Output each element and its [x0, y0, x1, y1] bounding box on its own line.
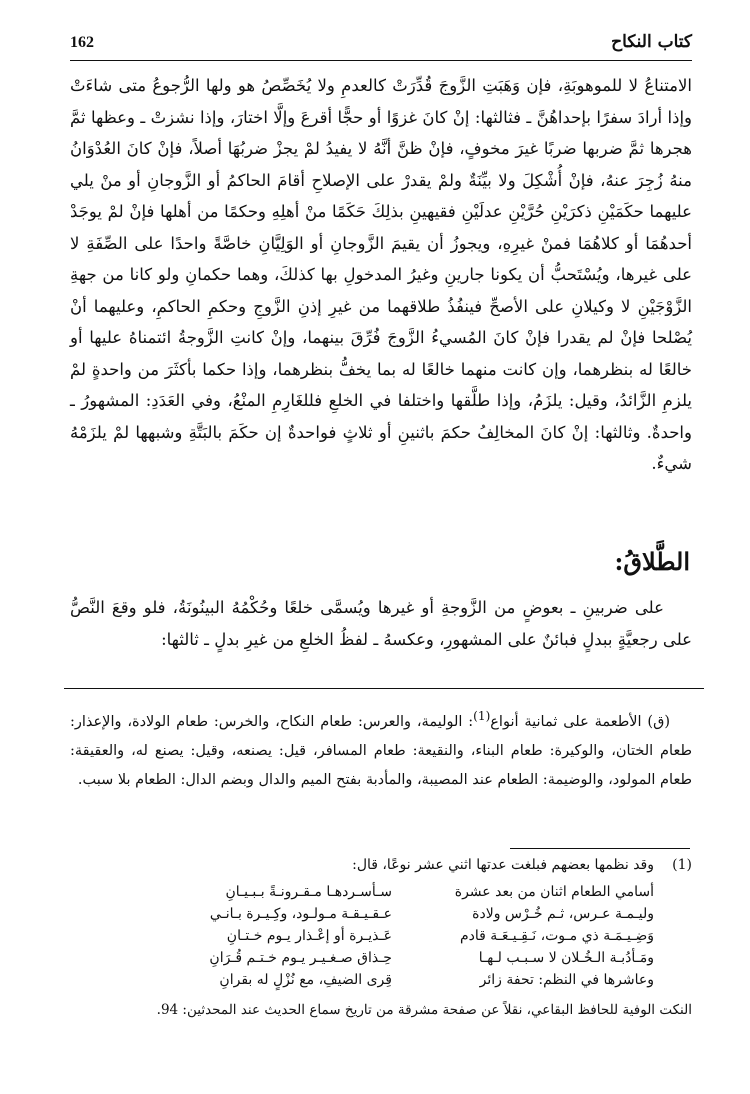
verse-second-half: عَـذيـرة أو إعْـذار يـوم خـتـانِ	[226, 928, 392, 944]
poem-verse	[134, 881, 654, 903]
poem-verse	[134, 925, 654, 947]
footnote-ref[interactable]: (1)	[473, 709, 491, 723]
footnote-number: (1)	[672, 857, 692, 873]
footnote-intro-text: وقد نظمها بعضهم فبلغت عدتها اثني عشر نوعًا، قال:	[352, 857, 654, 873]
verse-first-half: ومَـأدُبـة الـخُـلان لا سـبـب لـهـا	[478, 950, 654, 966]
footnote-intro	[70, 854, 692, 876]
verse-second-half: سـأسـردهـا مـقـرونـةً بـبـيـانِ	[225, 884, 392, 900]
footnote-divider	[510, 848, 690, 849]
verse-first-half: أسامي الطعام اثنان من بعد عشرة	[454, 884, 654, 900]
page-number: 162	[70, 34, 94, 51]
poem-verse	[134, 969, 654, 991]
poem-verse	[134, 947, 654, 969]
commentary-text: : الوليمة، والعرس: طعام النكاح، والخرس: طعام الولادة، والإعذار: طعام الختان، والوكيرة: طعام البناء، والنقيعة: طعام المسافر، قيل: يصنعه، وقيل: يصنع له، والعقيقة: طعام المولود، والوضيمة: الطعام عند المصيبة، والمأدبة بفتح الميم والدال وبضم الدال: الطعام بلا سبب.	[70, 713, 692, 788]
poem-verse	[134, 903, 654, 925]
verse-second-half: حِـذاق صـغـيـر يـوم خـتـم قُـرَانِ	[209, 950, 392, 966]
section-heading-talaq: الطَّلاقُ:	[614, 547, 690, 576]
verse-first-half: وليـمـة عـرس، ثـم خُـرْس ولادة	[472, 906, 654, 922]
verse-first-half: وَضِـيـمَـة ذي مـوت، نَـقِـيـعَـة قادم	[459, 928, 654, 944]
section-paragraph: على ضربينِ ـ بعوضٍ من الزَّوجةِ أو غيرها ويُسمَّى خلعًا وحُكْمُهُ البينُونَةُ، فلو وقعَ النَّصُّ على رجعيَّةٍ ببدلٍ فبائنٌ على المشهورِ، وعكسهُ ـ لفظُ الخلعِ من غيرِ بدلٍ ـ ثالثها:	[70, 598, 692, 649]
page-header	[70, 28, 692, 61]
main-divider	[64, 688, 704, 689]
section-text	[70, 592, 692, 655]
verse-second-half: عـقـيـقـة مـولـود، وكِـيـرة بـانـي	[209, 906, 392, 922]
commentary-prefix: (ق) الأطعمة على ثمانية أنواع	[490, 713, 670, 730]
commentary-note	[70, 702, 692, 795]
verse-first-half: وعاشرها في النظم: تحفة زائر	[479, 972, 654, 988]
main-text	[70, 70, 692, 480]
footnote-source: النكت الوفية للحافظ البقاعي، نقلاً عن صفحة مشرقة من تاريخ سماع الحديث عند المحدثين: 94.	[156, 1002, 692, 1018]
book-title: كتاب النكاح	[611, 32, 692, 52]
verse-second-half: قِرى الضيفِ، مع نُزْلٍ له بقرانِ	[219, 972, 392, 988]
footnote-poem	[134, 881, 654, 991]
main-paragraph: الامتناعُ لا للموهوبَةِ، فإن وَهَبَتِ الزَّوجَ قُدِّرَتْ كالعدمِ ولا يُخَصِّصُ هو ولها الرُّجوعُ متى شاءَتْ وإذا أرادَ سفرًا بإحداهُنَّ ـ فثالثها: إنْ كانَ غزوًا أو حجًّا أقرعَ وإلَّا اختارَ، وإذا نشزتْ ـ وعظها ثمَّ هجرها ثمَّ ضربها ضربًا غيرَ مخوفٍ، فإنْ ظنَّ أنَّهُ لا يفيدُ لمْ يجزْ ضربُهَا أصلاً، فإنْ كانَ العُدْوَانُ منهُ زُجِرَ عنهُ، فإنْ أُشْكِلَ ولا بيِّنَةٌ ولمْ يقدرْ على الإصلاحِ أقامَ الحاكمُ أو الزَّوجانِ أو منْ يلي عليهما حكَمَيْنِ ذكرَيْنِ حُرَّيْنِ عدلَيْنِ فقيهينِ بذلِكَ حَكَمًا منْ أهلِهِ وحكمًا من أهلها فإنْ لمْ يوجَدْ أحدهُمَا أو كلاهُمَا فمنْ غيرِهِ، ويجوزُ أن يقيمَ الزَّوجانِ أو الوَلِيَّانِ خاصَّةً واحدًا على الصِّفَةِ لا على غيرها، ويُسْتَحبُّ أن يكونا جارينِ وغيرُ المدخولِ بها كذلكَ، وهما حكمانِ ولو كانا من جهةِ الزَّوْجَيْنِ لا وكيلانِ على الأصحِّ فينفُذُ طلاقهما من غيرِ إذنِ الزَّوجِ وحكمِ الحاكمِ، وعليهما أنْ يُصْلحا فإنْ لم يقدرا فإنْ كانَ المُسيءُ الزَّوجَ فُرِّقَ بينهما، وإنْ كانتِ الزَّوجةُ ائتمناهُ عليها أو خالعًا له بنظرهما، وإن كانت منهما خالعًا له بما يخفُّ بنظرهما، وإذا حكما بأكثَرَ من واحدةٍ لمْ يلزمِ الزَّائدُ، وقيل: يلزَمُ، وإذا طلَّقها واختلفا في الخلعِ فللغَارِمِ المنْعُ، وفي العَدَدِ: المشهورُ ـ واحدةٌ. وثالثها: إنْ كانَ المخالِفُ حكمَ باثنينِ أو ثلاثٍ فواحدةٌ إن حكَمَ بالبَتَّةِ وشبهها لمْ يلزَمْهُ شيءٌ.	[70, 76, 692, 473]
